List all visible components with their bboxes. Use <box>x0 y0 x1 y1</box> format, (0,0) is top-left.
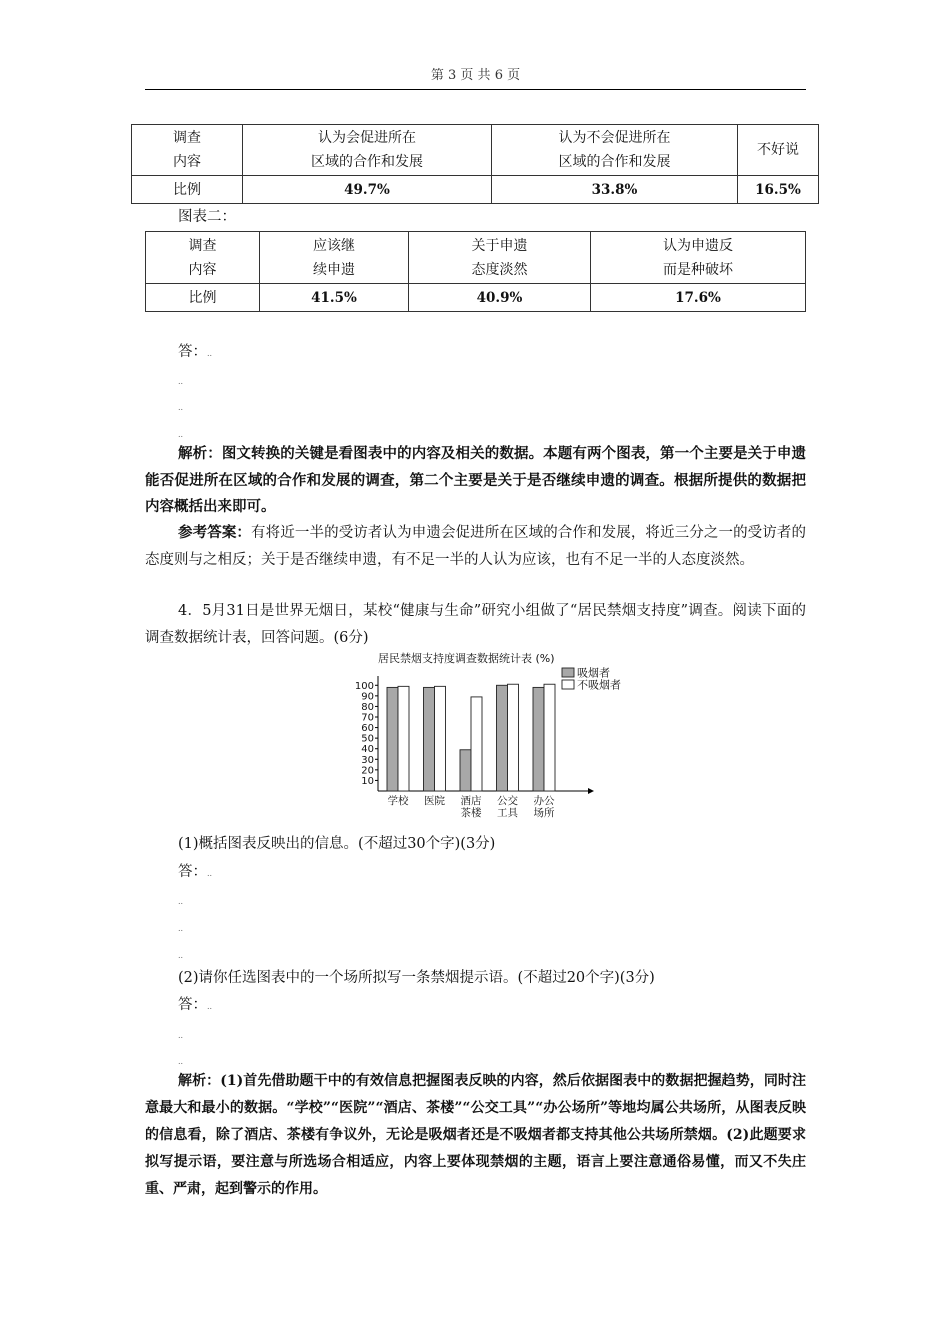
table1-value: 33.8% <box>492 176 738 204</box>
category-label: 场所 <box>533 807 555 819</box>
table2-value: 40.9% <box>409 284 591 312</box>
y-tick-label: 10 <box>361 775 374 787</box>
category-label: 酒店 <box>460 795 482 807</box>
table1-col-header <box>738 125 819 176</box>
bar-nonsmoker <box>471 697 482 791</box>
table2-col-text: 而是种破坏 <box>663 261 733 278</box>
bar-smoker <box>424 687 435 791</box>
blank-mark: .. <box>207 869 213 878</box>
bar-nonsmoker <box>435 686 446 791</box>
table2-row-label: 比例 <box>146 284 260 312</box>
blank-mark: .. <box>178 1031 184 1040</box>
answer-label-text: 答： <box>178 997 207 1013</box>
sub-question-1-text: (1)概括图表反映出的信息。(不超过30个字)(3分) <box>178 836 496 852</box>
analysis-paragraph-2 <box>145 1068 806 1203</box>
sub-question-2-text: (2)请你任选图表中的一个场所拟写一条禁烟提示语。(不超过20个字)(3分) <box>178 970 655 986</box>
category-label: 公交 <box>497 795 518 807</box>
table1-row-label: 比例 <box>132 176 243 204</box>
question-4 <box>145 598 806 651</box>
reference-label: 参考答案： <box>178 524 252 541</box>
blank-mark: .. <box>207 1002 213 1011</box>
table2-header-line: 内容 <box>188 261 217 278</box>
table2-caption: 图表二： <box>178 209 236 225</box>
answer-label <box>178 860 212 881</box>
reference-answer <box>145 520 806 573</box>
blank-mark: .. <box>178 951 184 960</box>
table2-col-text: 关于申遗 <box>471 237 528 254</box>
y-tick-label: 20 <box>361 765 374 777</box>
y-tick-label: 90 <box>361 691 374 703</box>
x-axis-arrow <box>588 788 594 794</box>
blank-mark: .. <box>207 349 213 358</box>
legend-swatch <box>562 668 574 677</box>
table1-value: 49.7% <box>243 176 492 204</box>
table1-col-text: 区域的合作和发展 <box>558 154 671 170</box>
answer-label <box>178 993 212 1014</box>
table2-col-header <box>409 232 591 284</box>
table2-col-text: 态度淡然 <box>471 261 528 278</box>
bar-smoker <box>497 685 508 791</box>
category-label: 医院 <box>424 795 445 807</box>
y-tick-label: 60 <box>361 723 374 735</box>
legend-label: 吸烟者 <box>577 666 610 680</box>
category-label: 茶楼 <box>460 807 482 819</box>
blank-mark: .. <box>178 403 184 412</box>
sub-question-1 <box>178 832 495 853</box>
question-4-text: 4．5月31日是世界无烟日，某校“健康与生命”研究小组做了“居民禁烟支持度”调查。阅读下面的调查数据统计表，回答问题。(6分) <box>145 603 806 646</box>
table2-col-text: 应该继 <box>313 237 355 254</box>
table2-header-line: 调查 <box>188 237 217 254</box>
table1-col-header <box>243 125 492 176</box>
table1-header-line: 调查 <box>173 130 201 146</box>
legend-swatch <box>562 680 574 689</box>
y-tick-label: 50 <box>361 733 374 745</box>
y-tick-label: 100 <box>354 680 374 692</box>
blank-mark: .. <box>178 924 184 933</box>
table1-col-text: 认为会促进所在 <box>318 130 416 146</box>
page-number-text: 第 3 页 共 6 页 <box>430 68 521 83</box>
smoking-ban-chart <box>348 648 638 824</box>
bar-smoker <box>387 687 398 791</box>
table2-col-header <box>591 232 806 284</box>
category-label: 学校 <box>387 795 409 807</box>
analysis-text: 图文转换的关键是看图表中的内容及相关的数据。本题有两个图表，第一个主要是关于申遗能否促进所在区域的合作和发展的调查，第二个主要是关于是否继续申遗的调查。根据所提供的数据把内容概括出来即可。 <box>145 445 807 515</box>
y-tick-label: 80 <box>361 701 374 713</box>
y-tick-label: 70 <box>361 712 374 724</box>
analysis-label: 解析： <box>178 1073 221 1089</box>
table2-header-label <box>146 232 260 284</box>
y-tick-label: 30 <box>361 754 374 766</box>
answer-label-text: 答： <box>178 344 207 360</box>
table1-header-line: 内容 <box>173 154 201 170</box>
table2-value: 17.6% <box>591 284 806 312</box>
survey-table-1 <box>131 124 819 204</box>
table1-value: 16.5% <box>738 176 819 204</box>
bar-smoker <box>533 687 544 791</box>
blank-mark: .. <box>178 377 184 386</box>
table1-col-header <box>492 125 738 176</box>
blank-mark: .. <box>178 1057 184 1066</box>
table2-value: 41.5% <box>260 284 409 312</box>
y-tick-label: 40 <box>361 744 374 756</box>
table2-col-text: 认为申遗反 <box>663 237 733 254</box>
bar-smoker <box>460 750 471 791</box>
blank-mark: .. <box>178 430 184 439</box>
analysis-label: 解析： <box>178 445 222 462</box>
answer-label <box>178 340 212 361</box>
table1-col-text: 区域的合作和发展 <box>311 154 423 170</box>
survey-table-2 <box>145 231 806 312</box>
legend-label: 不吸烟者 <box>577 678 621 692</box>
analysis-paragraph-1 <box>145 441 806 521</box>
table1-col-text: 认为不会促进所在 <box>558 130 671 146</box>
bar-nonsmoker <box>508 684 519 791</box>
bar-nonsmoker <box>544 684 555 791</box>
reference-text: 有将近一半的受访者认为申遗会促进所在区域的合作和发展，将近三分之一的受访者的态度则与之相反；关于是否继续申遗，有不足一半的人认为应该，也有不足一半的人态度淡然。 <box>145 525 807 568</box>
analysis-text: (1)首先借助题干中的有效信息把握图表反映的内容，然后依据图表中的数据把握趋势，同时注意最大和最小的数据。“学校”“医院”“酒店、茶楼”“公交工具”“办公场所”等地均属公共场所，从图表反映的信息看，除了酒店、茶楼有争议外，无论是吸烟者还是不吸烟者都支持其他公共场所禁烟。(2)此题要求拟写提示语，要注意与所选场合相适应，内容上要体现禁烟的主题，语言上要注意通俗易懂，而又不失庄重、严肃，起到警示的作用。 <box>145 1073 806 1197</box>
table2-col-text: 续申遗 <box>313 261 355 278</box>
chart-title: 居民禁烟支持度调查数据统计表 (%) <box>378 652 555 665</box>
table1-header-label <box>132 125 243 176</box>
table1-col-text: 不好说 <box>757 142 799 158</box>
bar-nonsmoker <box>398 686 409 791</box>
page-header <box>145 64 806 90</box>
category-label: 工具 <box>497 807 518 819</box>
blank-mark: .. <box>178 897 184 906</box>
category-label: 办公 <box>533 795 555 807</box>
sub-question-2 <box>178 966 655 987</box>
answer-label-text: 答： <box>178 864 207 880</box>
table2-col-header <box>260 232 409 284</box>
